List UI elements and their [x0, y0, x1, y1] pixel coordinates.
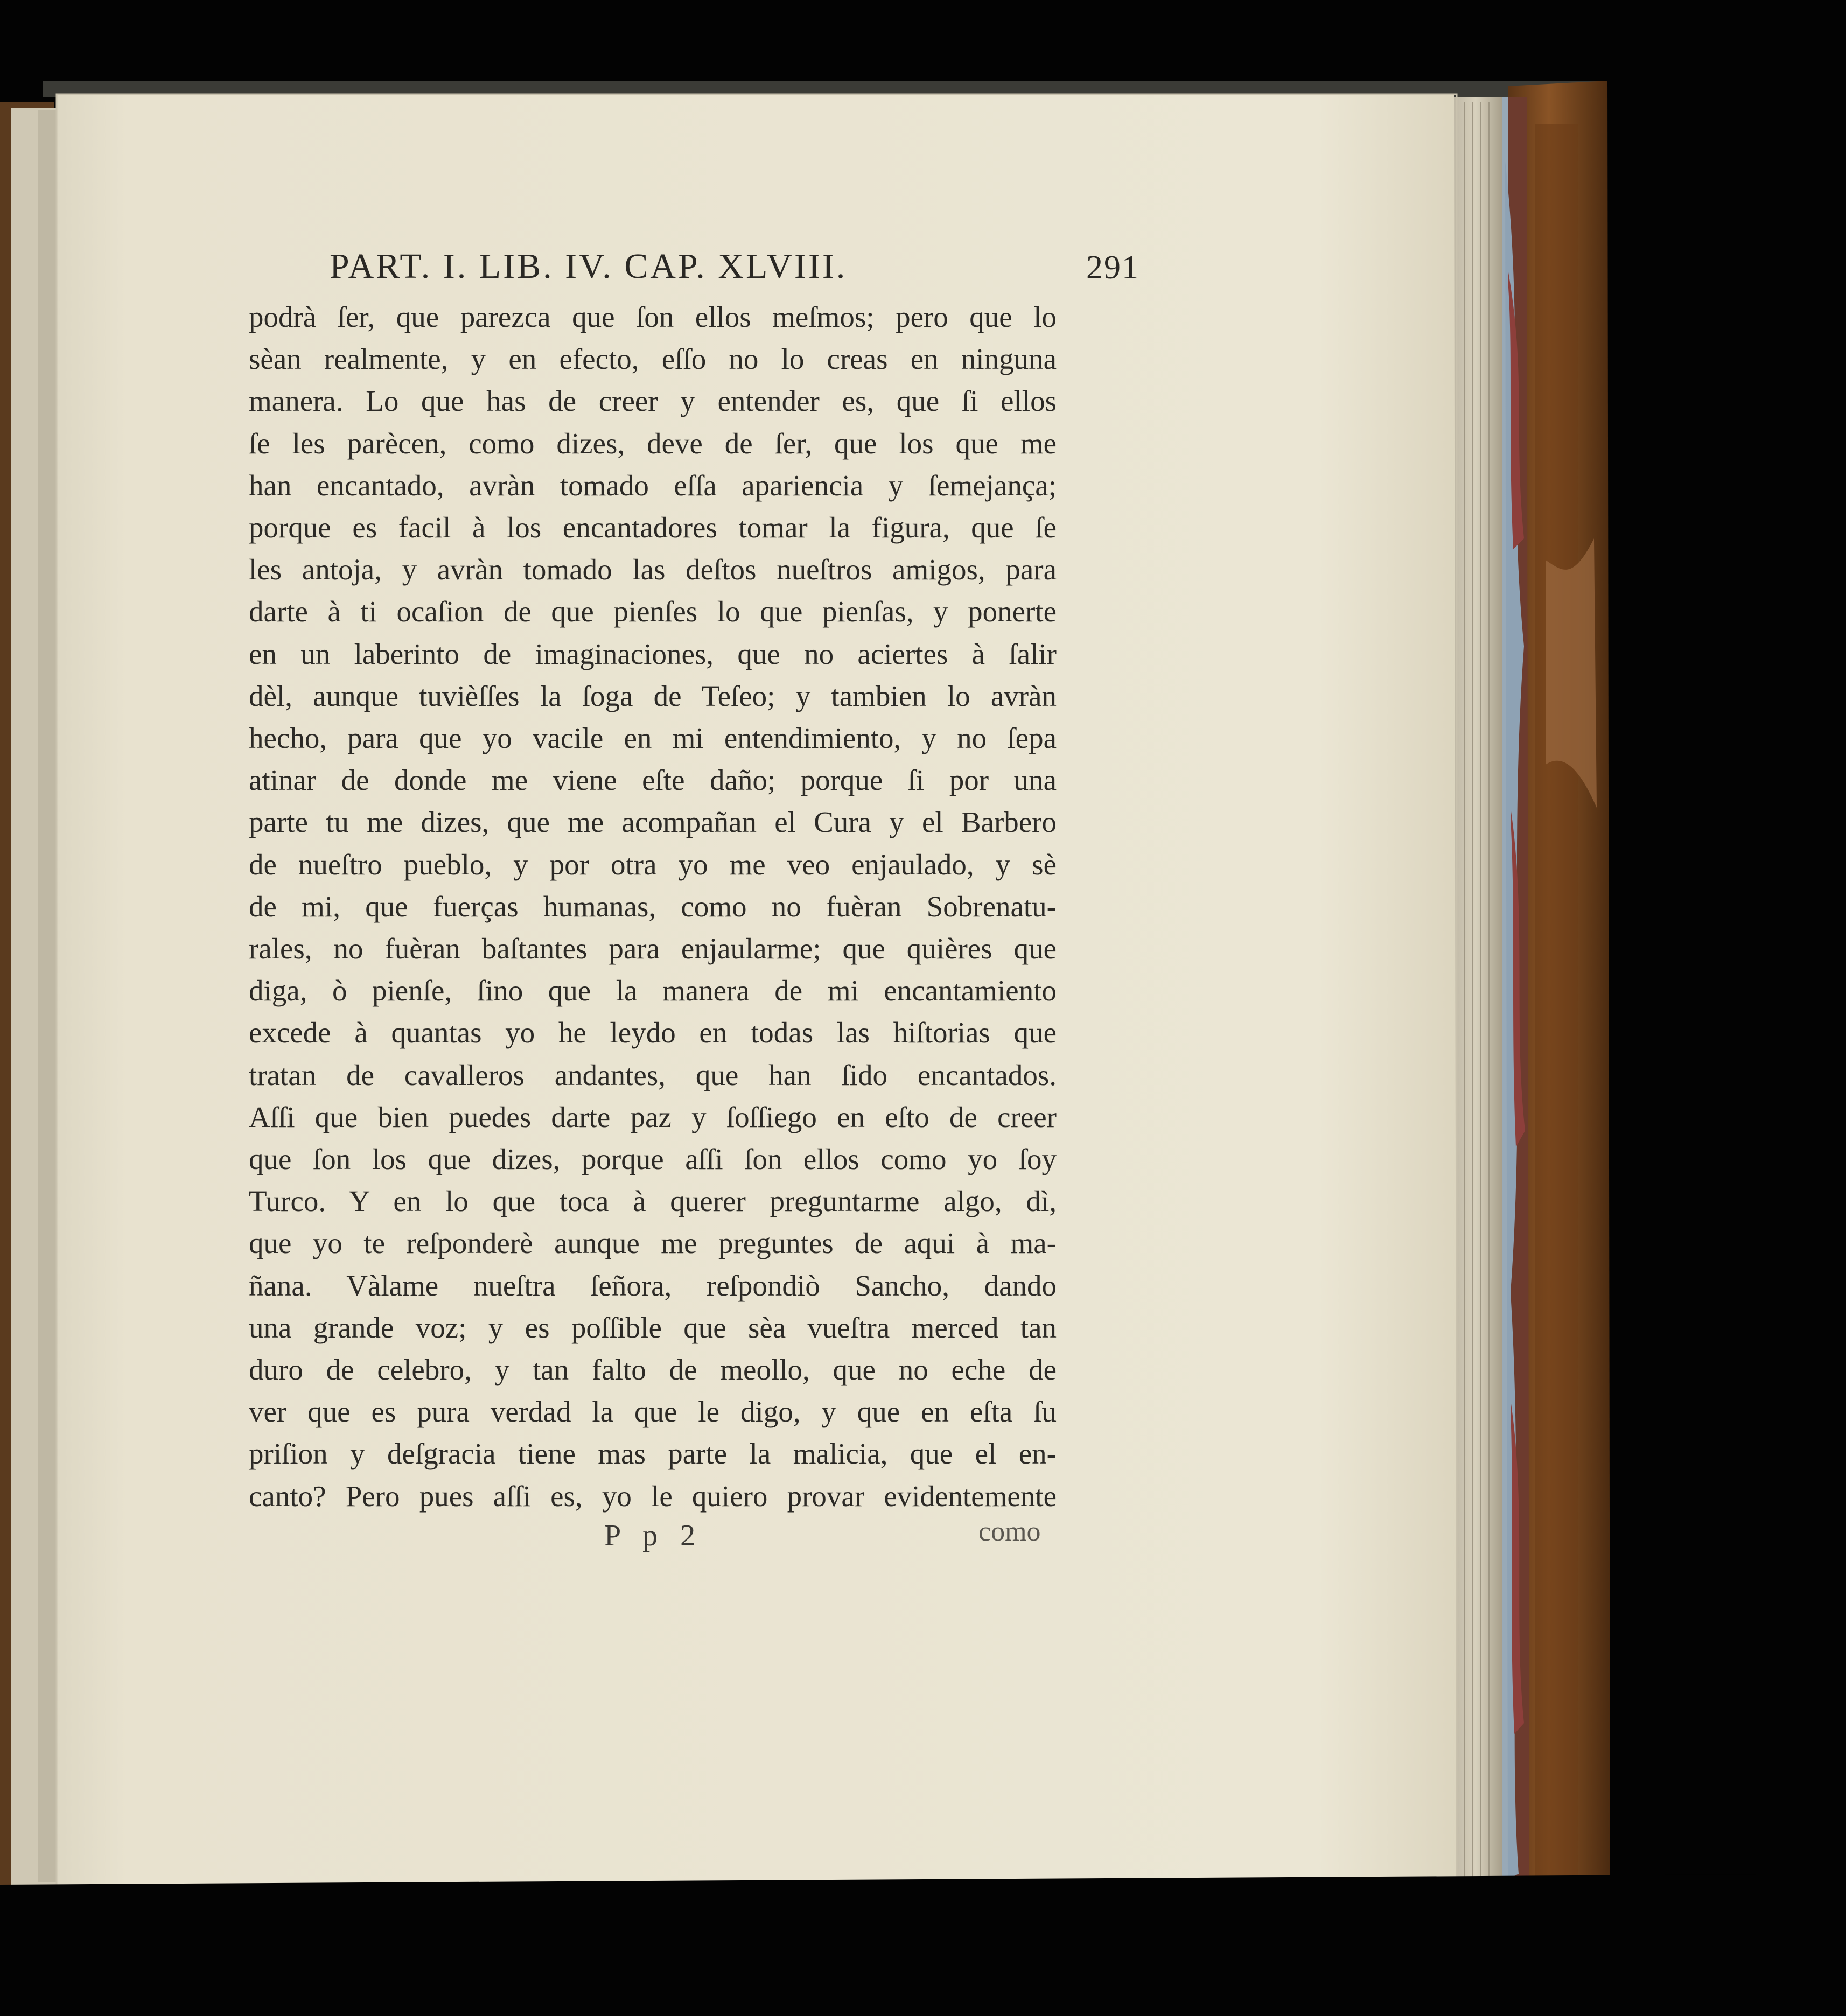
- page-number: 291: [1086, 249, 1139, 286]
- left-facing-page: [0, 102, 59, 1885]
- text-line: porque es facil à los encantadores tomar la figura, que ſe: [249, 511, 1057, 544]
- text-line: canto? Pero pues aſſi es, yo le quiero provar evidentemente: [249, 1479, 1057, 1513]
- text-line: ñana. Vàlame nueſtra ſeñora, reſpondiò Sancho, dando: [249, 1269, 1057, 1302]
- text-line: podrà ſer, que parezca que ſon ellos meſmos; pero que lo: [249, 300, 1057, 333]
- text-line: hecho, para que yo vacile en mi entendimiento, y no ſepa: [249, 722, 1057, 754]
- running-title: PART. I. LIB. IV. CAP. XLVIII.: [330, 247, 848, 286]
- text-line: Aſſi que bien puedes darte paz y ſoſſiego en eſto de creer: [249, 1100, 1057, 1133]
- text-line: dèl, aunque tuvièſſes la ſoga de Teſeo; y tambien lo avràn: [249, 679, 1057, 712]
- text-line: duro de celebro, y tan falto de meollo, que no eche de: [249, 1353, 1057, 1386]
- text-line: ver que es pura verdad la que le digo, y que en eſta ſu: [249, 1395, 1057, 1429]
- text-line: priſion y deſgracia tiene mas parte la malicia, que el en-: [249, 1437, 1057, 1471]
- text-line: Turco. Y en lo que toca à querer preguntarme algo, dì,: [249, 1185, 1057, 1218]
- text-line: parte tu me dizes, que me acompañan el Cura y el Barbero: [249, 806, 1057, 839]
- text-line: ſe les parècen, como dizes, deve de ſer, que los que me: [249, 426, 1057, 460]
- page-text-block: [249, 240, 1139, 1597]
- text-line: sèan realmente, y en efecto, eſſo no lo creas en ninguna: [249, 342, 1057, 376]
- text-line: rales, no fuèran baſtantes para enjaularme; que quières que: [249, 932, 1057, 965]
- text-line: que yo te reſponderè aunque me preguntes de aqui à ma-: [249, 1227, 1057, 1260]
- text-line: diga, ò pienſe, ſino que la manera de mi encantamiento: [249, 974, 1057, 1007]
- text-line: excede à quantas yo he leydo en todas las hiſtorias que: [249, 1016, 1057, 1049]
- text-line: tratan de cavalleros andantes, que han ſido encantados.: [249, 1058, 1057, 1091]
- text-line: han encantado, avràn tomado eſſa apariencia y ſemejança;: [249, 468, 1057, 502]
- text-line: de nueſtro pueblo, y por otra yo me veo enjaulado, y sè: [249, 848, 1057, 881]
- text-line: de mi, que fuerças humanas, como no fuèran Sobrenatu-: [249, 890, 1057, 923]
- catchword: como: [978, 1516, 1041, 1547]
- book-cover-right: [1502, 81, 1610, 1895]
- text-line: atinar de donde me viene eſte daño; porque ſi por una: [249, 764, 1057, 797]
- page-header: [249, 240, 1139, 293]
- text-line: manera. Lo que has de creer y entender es, que ſi ellos: [249, 384, 1057, 418]
- text-line: les antoja, y avràn tomado las deſtos nueſtros amigos, para: [249, 553, 1057, 586]
- text-line: una grande voz; y es poſſible que sèa vueſtra merced tan: [249, 1311, 1057, 1344]
- signature-mark: P p 2: [604, 1519, 703, 1552]
- text-line: darte à ti ocaſion de que pienſes lo que pienſas, y ponerte: [249, 595, 1057, 628]
- text-line: en un laberinto de imaginaciones, que no aciertes à ſalir: [249, 637, 1057, 670]
- text-line: que ſon los que dizes, porque aſſi ſon ellos como yo ſoy: [249, 1143, 1057, 1175]
